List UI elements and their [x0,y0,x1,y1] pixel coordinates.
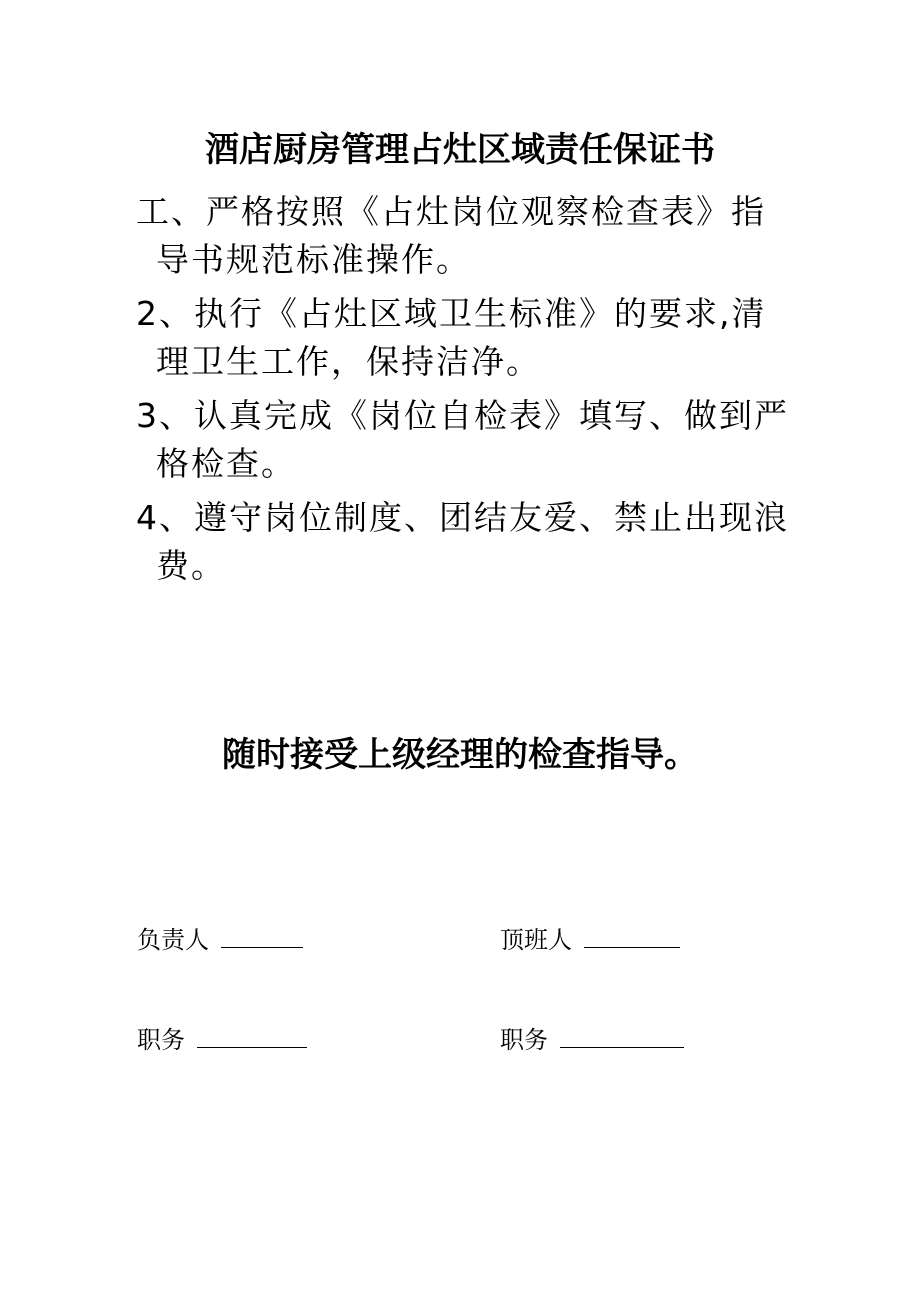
position-field-left [137,1024,307,1056]
list-item: 4、遵守岗位制度、团结友爱、禁止出现浪费。 [136,498,789,585]
responsible-person-field [137,924,303,956]
position-label-right: 职务 [500,1026,548,1054]
document-title: 酒店厨房管理占灶区域责任保证书 [205,130,715,170]
substitute-person-field [500,924,680,956]
position-label-left: 职务 [137,1026,185,1054]
closing-statement: 随时接受上级经理的检查指导。 [222,735,698,775]
responsible-person-signature-line[interactable] [221,925,303,948]
substitute-person-label: 顶班人 [500,926,572,954]
responsibility-list [136,188,796,596]
responsible-person-label: 负责人 [137,926,209,954]
list-item: 工、严格按照《占灶岗位观察检查表》指导书规范标准操作。 [136,192,766,279]
substitute-person-signature-line[interactable] [584,925,680,948]
list-item: 3、认真完成《岗位自检表》填写、做到严格检查。 [136,396,789,483]
position-field-right [500,1024,684,1056]
list-item: 2、执行《占灶区域卫生标准》的要求,清理卫生工作，保持洁净。 [136,294,767,381]
position-line-left[interactable] [197,1025,307,1048]
position-line-right[interactable] [560,1025,684,1048]
